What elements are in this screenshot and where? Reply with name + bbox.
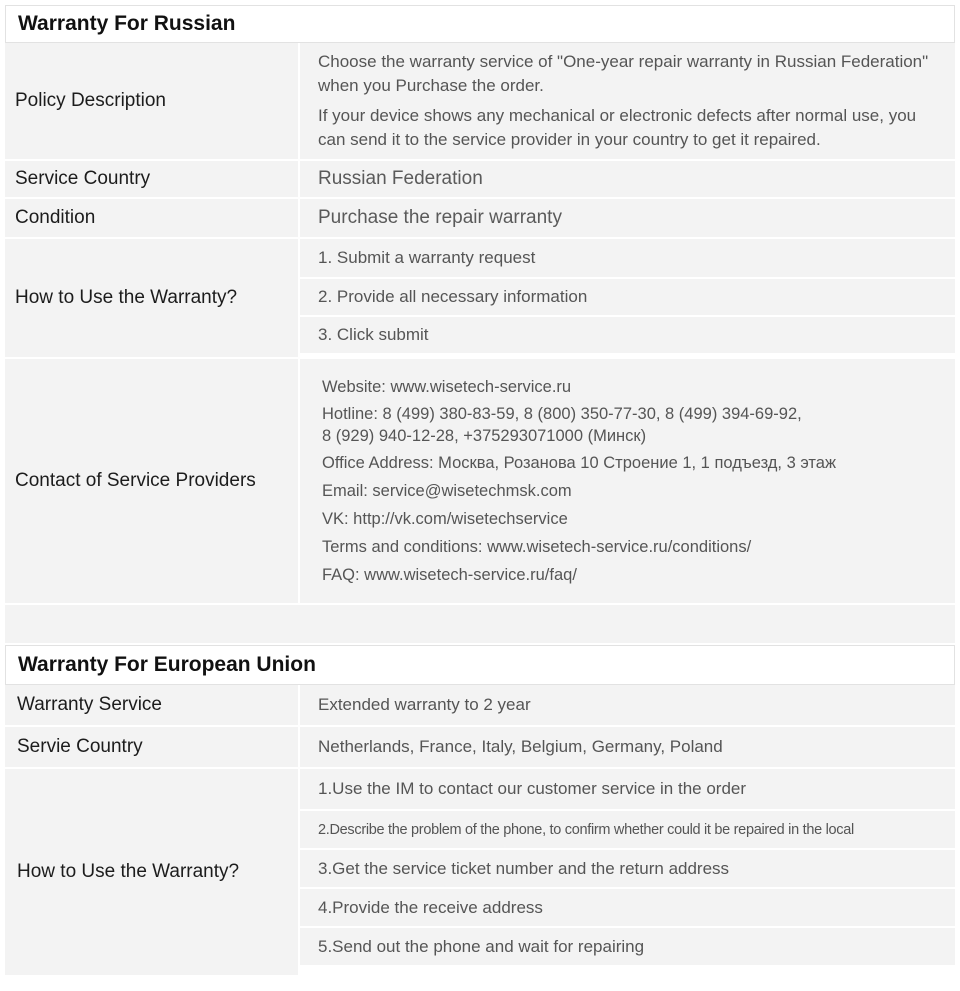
contact-hotline-cont: 8 (929) 940-12-28, +375293071000 (Минск) bbox=[322, 427, 647, 445]
eu-howto-step: 4.Provide the receive address bbox=[300, 887, 955, 926]
service-country-value: Russian Federation bbox=[300, 161, 955, 197]
policy-text-2: If your device shows any mechanical or electronic defects after normal use, you can send it to the service provider in your country to get it repaired. bbox=[318, 106, 917, 149]
russia-howto-step: 3. Click submit bbox=[300, 315, 955, 353]
eu-howto-step: 5.Send out the phone and wait for repairing bbox=[300, 926, 955, 965]
policy-label: Policy Description bbox=[5, 43, 300, 159]
eu-warranty-table bbox=[5, 645, 955, 975]
eu-country-value: Netherlands, France, Italy, Belgium, Germany, Poland bbox=[300, 727, 955, 767]
contact-faq: FAQ: www.wisetech-service.ru/faq/ bbox=[322, 566, 577, 584]
condition-row bbox=[5, 199, 955, 239]
russia-howto-step: 1. Submit a warranty request bbox=[300, 239, 955, 277]
service-country-row bbox=[5, 161, 955, 199]
eu-howto-row bbox=[5, 769, 955, 975]
eu-title: Warranty For European Union bbox=[5, 645, 955, 685]
contact-row bbox=[5, 359, 955, 605]
russia-howto-row bbox=[5, 239, 955, 359]
russia-howto-label: How to Use the Warranty? bbox=[5, 239, 300, 357]
eu-country-label: Servie Country bbox=[5, 727, 300, 767]
section-spacer bbox=[5, 605, 955, 645]
contact-vk: VK: http://vk.com/wisetechservice bbox=[322, 510, 568, 528]
service-country-label: Service Country bbox=[5, 161, 300, 197]
contact-label: Contact of Service Providers bbox=[5, 359, 300, 603]
policy-description bbox=[300, 43, 955, 159]
eu-howto-step: 3.Get the service ticket number and the return address bbox=[300, 848, 955, 887]
eu-howto-step: 2.Describe the problem of the phone, to confirm whether could it be repaired in the local bbox=[300, 809, 955, 848]
contact-email: Email: service@wisetechmsk.com bbox=[322, 482, 572, 500]
russia-howto-step: 2. Provide all necessary information bbox=[300, 277, 955, 315]
contact-terms: Terms and conditions: www.wisetech-service.ru/conditions/ bbox=[322, 538, 752, 556]
eu-service-label: Warranty Service bbox=[5, 685, 300, 725]
eu-service-row bbox=[5, 685, 955, 727]
russia-warranty-table bbox=[5, 5, 955, 645]
eu-howto-label: How to Use the Warranty? bbox=[5, 769, 300, 975]
condition-label: Condition bbox=[5, 199, 300, 237]
contact-hotline: Hotline: 8 (499) 380-83-59, 8 (800) 350-77-30, 8 (499) 394-69-92, bbox=[322, 405, 802, 423]
warranty-document bbox=[5, 5, 955, 975]
eu-country-row bbox=[5, 727, 955, 769]
policy-text-1: Choose the warranty service of "One-year repair warranty in Russian Federation" when you Purchase the order. bbox=[318, 52, 929, 95]
eu-service-value: Extended warranty to 2 year bbox=[300, 685, 955, 725]
eu-howto-step: 1.Use the IM to contact our customer service in the order bbox=[300, 769, 955, 809]
russia-title: Warranty For Russian bbox=[5, 5, 955, 43]
contact-website: Website: www.wisetech-service.ru bbox=[322, 378, 572, 396]
condition-value: Purchase the repair warranty bbox=[300, 199, 955, 237]
contact-details bbox=[300, 359, 955, 603]
policy-row bbox=[5, 43, 955, 161]
contact-office-address: Office Address: Москва, Розанова 10 Строение 1, 1 подъезд, 3 этаж bbox=[322, 454, 836, 472]
